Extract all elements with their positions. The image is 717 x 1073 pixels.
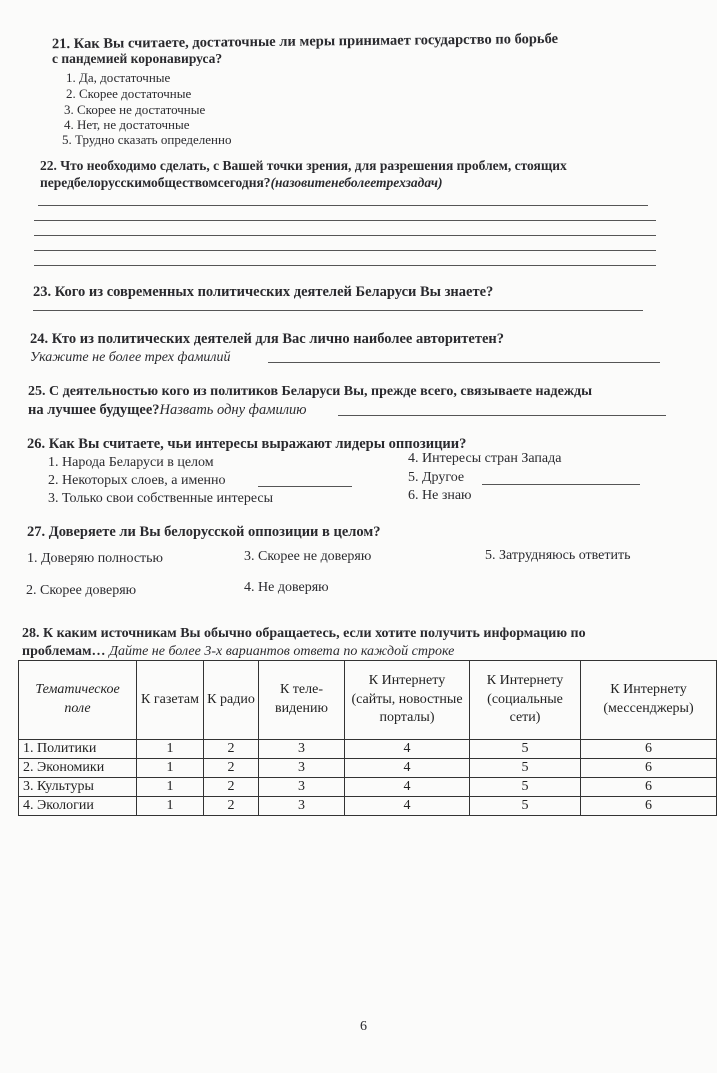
answer-line[interactable] <box>258 486 352 487</box>
answer-line[interactable] <box>34 220 656 221</box>
page-number: 6 <box>360 1019 367 1034</box>
q26-option[interactable]: 2. Некоторых слоев, а именно <box>48 473 226 488</box>
q27-option[interactable]: 1. Доверяю полностью <box>27 551 164 566</box>
table-cell[interactable]: 4 <box>345 740 470 759</box>
q27-option[interactable]: 2. Скорее доверяю <box>26 583 137 598</box>
table-header: К Интернету (сайты, новостные порталы) <box>345 661 470 740</box>
sources-table <box>18 660 717 816</box>
q28-hint: Дайте не более 3-х вариантов ответа по каждой строке <box>109 644 455 659</box>
table-cell[interactable]: 5 <box>470 778 581 797</box>
table-cell[interactable]: 1 <box>137 759 204 778</box>
q23-text: 23. Кого из современных политических деятелей Беларуси Вы знаете? <box>33 284 494 300</box>
table-header-row <box>19 661 717 740</box>
table-header: К Интернету (мессенджеры) <box>581 661 717 740</box>
answer-line[interactable] <box>34 250 656 251</box>
table-cell[interactable]: 6 <box>581 778 717 797</box>
q22-text-italic: (назовитенеболеетрехзадач) <box>270 175 443 190</box>
q26-option[interactable]: 5. Другое <box>408 470 465 485</box>
table-cell[interactable]: 4 <box>345 759 470 778</box>
table-cell[interactable]: 2 <box>204 740 259 759</box>
answer-line[interactable] <box>338 415 666 416</box>
q28-text-line1: 28. К каким источникам Вы обычно обращаетесь, если хотите получить информацию по <box>22 626 586 641</box>
table-cell[interactable]: 5 <box>470 740 581 759</box>
answer-line[interactable] <box>34 235 656 236</box>
table-header: К Интернету (социальные сети) <box>470 661 581 740</box>
table-cell[interactable]: 2 <box>204 778 259 797</box>
q25-text-line1: 25. С деятельностью кого из политиков Беларуси Вы, прежде всего, связываете надежды <box>28 384 593 399</box>
answer-line[interactable] <box>268 362 660 363</box>
q21-text-line1: 21. Как Вы считаете, достаточные ли меры принимает государство по борьбе <box>51 30 559 53</box>
table-header: К газетам <box>137 661 204 740</box>
q25-hint: Назвать одну фамилию <box>159 402 307 418</box>
table-row-label: 1. Политики <box>19 740 137 759</box>
answer-line[interactable] <box>34 265 656 266</box>
table-row <box>19 740 717 759</box>
q28-text-line2-bold: проблемам… <box>22 644 106 659</box>
q21-option[interactable]: 1. Да, достаточные <box>66 70 171 85</box>
q27-option[interactable]: 5. Затрудняюсь ответить <box>485 548 631 563</box>
table-cell[interactable]: 3 <box>259 740 345 759</box>
q26-option[interactable]: 3. Только свои собственные интересы <box>48 491 274 506</box>
q22-text-line1: 22. Что необходимо сделать, с Вашей точки зрения, для разрешения проблем, стоящих <box>40 158 567 173</box>
table-row <box>19 797 717 816</box>
table-cell[interactable]: 6 <box>581 797 717 816</box>
table-row-label: 4. Экологии <box>19 797 137 816</box>
q25-text-line2-bold: на лучшее будущее? <box>28 402 160 418</box>
q27-option[interactable]: 3. Скорее не доверяю <box>244 549 372 564</box>
table-cell[interactable]: 1 <box>137 778 204 797</box>
q24-text: 24. Кто из политических деятелей для Вас лично наиболее авторитетен? <box>30 331 504 347</box>
q27-text: 27. Доверяете ли Вы белорусской оппозиции в целом? <box>27 524 381 540</box>
table-header: К теле- видению <box>259 661 345 740</box>
q27-option[interactable]: 4. Не доверяю <box>244 580 329 595</box>
q22-text-line2 <box>40 175 443 191</box>
table-cell[interactable]: 3 <box>259 778 345 797</box>
q22-text-bold: передбелорусскимобществомсегодня? <box>40 175 271 190</box>
table-row <box>19 778 717 797</box>
q24-hint: Укажите не более трех фамилий <box>30 350 231 365</box>
q21-option[interactable]: 5. Трудно сказать определенно <box>62 132 232 147</box>
q21-option[interactable]: 3. Скорее не достаточные <box>64 102 206 117</box>
table-cell[interactable]: 6 <box>581 759 717 778</box>
answer-line[interactable] <box>33 310 643 311</box>
table-cell[interactable]: 4 <box>345 778 470 797</box>
q21-option[interactable]: 4. Нет, не достаточные <box>64 117 190 132</box>
table-cell[interactable]: 6 <box>581 740 717 759</box>
q25-text-line2 <box>28 402 307 419</box>
table-cell[interactable]: 3 <box>259 797 345 816</box>
table-cell[interactable]: 4 <box>345 797 470 816</box>
answer-line[interactable] <box>38 205 648 206</box>
table-cell[interactable]: 1 <box>137 797 204 816</box>
q21-option[interactable]: 2. Скорее достаточные <box>66 86 192 101</box>
table-header: К радио <box>204 661 259 740</box>
q26-option[interactable]: 4. Интересы стран Запада <box>408 451 562 466</box>
table-cell[interactable]: 1 <box>137 740 204 759</box>
table-row-label: 2. Экономики <box>19 759 137 778</box>
table-row-label: 3. Культуры <box>19 778 137 797</box>
q26-option[interactable]: 6. Не знаю <box>408 488 472 503</box>
table-cell[interactable]: 2 <box>204 797 259 816</box>
table-row <box>19 759 717 778</box>
table-cell[interactable]: 3 <box>259 759 345 778</box>
q28-text-line2 <box>22 644 454 660</box>
answer-line[interactable] <box>482 484 640 485</box>
q21-text-line2: с пандемией коронавируса? <box>52 51 223 66</box>
table-cell[interactable]: 2 <box>204 759 259 778</box>
table-header: Тематическое поле <box>19 661 137 740</box>
table-cell[interactable]: 5 <box>470 759 581 778</box>
table-cell[interactable]: 5 <box>470 797 581 816</box>
q26-text: 26. Как Вы считаете, чьи интересы выражают лидеры оппозиции? <box>27 436 467 452</box>
q26-option[interactable]: 1. Народа Беларуси в целом <box>48 455 214 470</box>
